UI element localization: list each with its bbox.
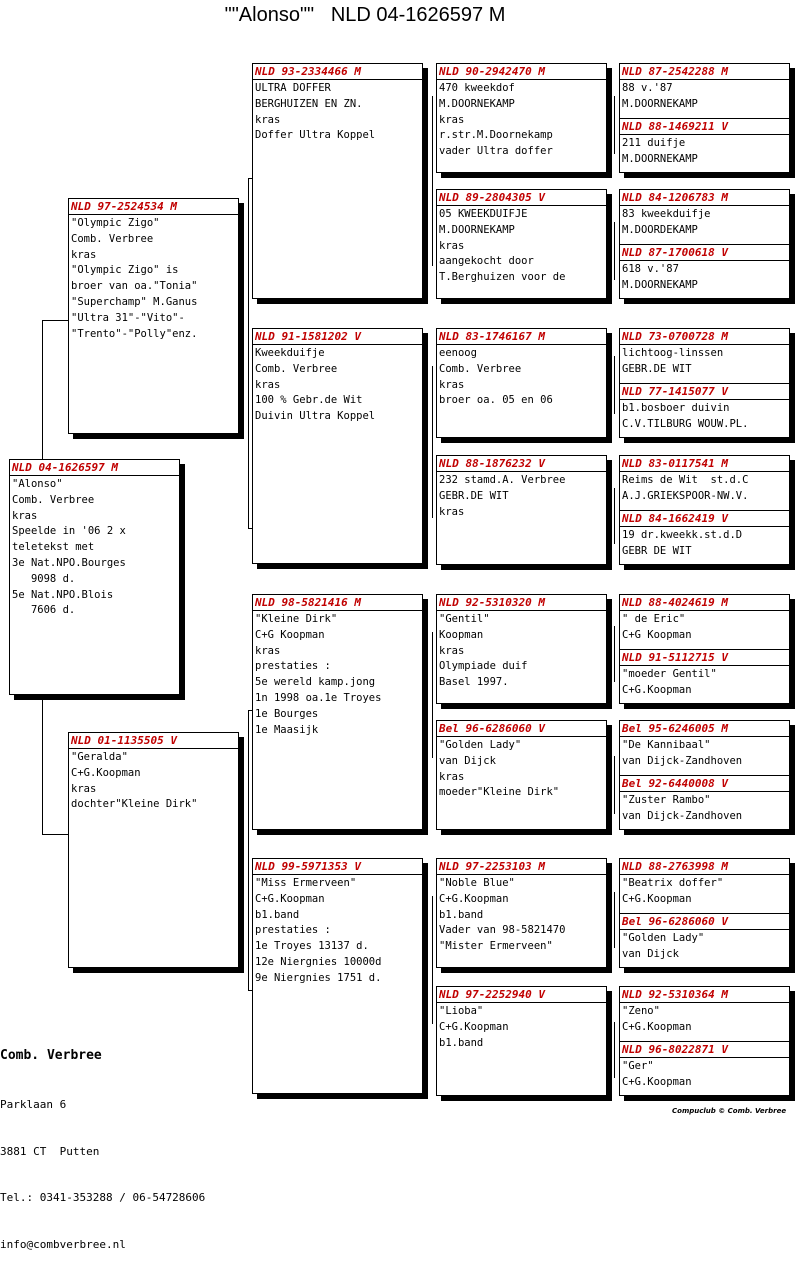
detail-line: 7606 d. (12, 604, 76, 617)
pedigree-card-g3-pair (619, 720, 790, 830)
page-title: ""Alonso"" NLD 04-1626597 M (224, 4, 506, 26)
detail-line: C+G.Koopman (622, 892, 692, 905)
detail-line: ULTRA DOFFER (255, 82, 331, 94)
card-details (437, 611, 606, 691)
detail-line: "Geralda" (71, 751, 128, 763)
ring-number: NLD 97-2253103 M (437, 859, 606, 875)
detail-line: dochter"Kleine Dirk" (71, 798, 198, 811)
ring-number: Bel 92-6440008 V (620, 776, 789, 792)
pedigree-card-g3-pair (619, 63, 790, 173)
pedigree-card-g3-pair (619, 594, 790, 704)
detail-line: "Golden Lady" (622, 932, 705, 944)
ring-number: NLD 97-2524534 M (69, 199, 238, 215)
detail-line: "Ger" (622, 1060, 654, 1072)
pedigree-card-g3-pair (619, 328, 790, 438)
card-details (69, 215, 238, 342)
pedigree-card-g3[interactable] (619, 189, 790, 245)
ring-number: NLD 88-1469211 V (620, 119, 789, 135)
detail-line: Comb. Verbree (12, 493, 95, 506)
detail-line: teletekst met (12, 541, 95, 554)
connector-line (614, 756, 615, 814)
breeder-name: Comb. Verbree (0, 1048, 102, 1063)
detail-line: "Trento"-"Polly"enz. (71, 327, 198, 340)
detail-line: b1.band (255, 908, 300, 921)
card-details (620, 261, 789, 294)
ring-number: NLD 88-1876232 V (437, 456, 606, 472)
connector-line (614, 488, 615, 544)
detail-line: A.J.GRIEKSPOOR-NW.V. (622, 489, 749, 502)
pedigree-card-dam[interactable] (68, 732, 239, 968)
detail-line: Comb. Verbree (439, 362, 522, 375)
pedigree-card-g3-pair (619, 455, 790, 565)
pedigree-card-g3[interactable] (619, 775, 790, 830)
ring-number: NLD 04-1626597 M (10, 460, 179, 476)
ring-number: NLD 92-5310364 M (620, 987, 789, 1003)
pedigree-card-great-grandparent[interactable] (436, 858, 607, 968)
detail-line: BERGHUIZEN EN ZN. (255, 97, 363, 110)
card-details (620, 1003, 789, 1036)
detail-line: 12e Niergnies 10000d (255, 955, 382, 968)
card-details (620, 737, 789, 770)
pedigree-card-great-grandparent[interactable] (436, 986, 607, 1096)
card-details (620, 206, 789, 239)
card-details (620, 1058, 789, 1091)
connector-line (614, 892, 615, 948)
ring-number: NLD 77-1415077 V (620, 384, 789, 400)
ring-number: Bel 96-6286060 V (437, 721, 606, 737)
detail-line: broer van oa."Tonia" (71, 280, 198, 293)
detail-line: kras (71, 248, 97, 261)
pedigree-card-g3[interactable] (619, 244, 790, 299)
detail-line: "Beatrix doffer" (622, 877, 724, 889)
ring-number: NLD 91-5112715 V (620, 650, 789, 666)
ring-number: NLD 83-1746167 M (437, 329, 606, 345)
detail-line: 05 KWEEKDUIFJE (439, 208, 528, 220)
detail-line: kras (255, 113, 281, 126)
detail-line: 100 % Gebr.de Wit (255, 394, 363, 407)
card-details (620, 345, 789, 378)
card-details (69, 749, 238, 813)
detail-line: C+G.Koopman (622, 1075, 692, 1088)
detail-line: Speelde in '06 2 x (12, 525, 126, 538)
connector-line (248, 178, 249, 528)
ring-number: NLD 83-0117541 M (620, 456, 789, 472)
pedigree-card-great-grandparent[interactable] (436, 63, 607, 173)
detail-line: 232 stamd.A. Verbree (439, 474, 566, 486)
detail-line: "Superchamp" M.Ganus (71, 295, 198, 308)
detail-line: C+G Koopman (622, 628, 692, 641)
detail-line: M.DOORNEKAMP (622, 278, 698, 291)
detail-line: 211 duifje (622, 137, 686, 149)
detail-line: C+G.Koopman (439, 892, 509, 905)
detail-line: "Noble Blue" (439, 877, 515, 889)
card-details (437, 345, 606, 409)
pedigree-card-g3[interactable] (619, 455, 790, 511)
pedigree-card-great-grandparent[interactable] (436, 455, 607, 565)
detail-line: 1e Bourges (255, 707, 319, 720)
detail-line: T.Berghuizen voor de (439, 271, 566, 284)
detail-line: "Miss Ermerveen" (255, 877, 357, 889)
detail-line: "Ultra 31"-"Vito"- (71, 311, 185, 324)
pedigree-card-g3-pair (619, 189, 790, 299)
detail-line: "Zeno" (622, 1005, 660, 1017)
detail-line: "Olympic Zigo" (71, 217, 160, 229)
detail-line: kras (439, 378, 465, 391)
connector-line (432, 96, 433, 266)
card-details (437, 875, 606, 955)
detail-line: 19 dr.kweekk.st.d.D (622, 529, 743, 541)
ring-number: NLD 84-1206783 M (620, 190, 789, 206)
ring-number: NLD 88-4024619 M (620, 595, 789, 611)
card-details (437, 1003, 606, 1051)
connector-line (432, 896, 433, 1024)
detail-line: 83 kweekduifje (622, 208, 711, 220)
card-details (620, 666, 789, 699)
ring-number: NLD 88-2763998 M (620, 859, 789, 875)
detail-line: b1.band (439, 908, 484, 921)
detail-line: Kweekduifje (255, 347, 325, 359)
breeder-email[interactable]: info@combverbree.nl (0, 1237, 126, 1251)
detail-line: C+G.Koopman (622, 683, 692, 696)
pedigree-card-sire[interactable] (68, 198, 239, 434)
card-details (620, 527, 789, 560)
detail-line: Comb. Verbree (71, 232, 154, 245)
connector-line (614, 96, 615, 154)
pedigree-card-g3-pair (619, 986, 790, 1096)
detail-line: van Dijck (439, 754, 496, 767)
pedigree-card-great-grandparent[interactable] (436, 594, 607, 704)
ring-number: NLD 89-2804305 V (437, 190, 606, 206)
pedigree-card-g3[interactable] (619, 649, 790, 704)
detail-line: "Lioba" (439, 1005, 484, 1017)
connector-line (432, 632, 433, 758)
pedigree-card-great-grandparent[interactable] (436, 720, 607, 830)
card-details (620, 930, 789, 963)
pedigree-card-grandparent[interactable] (252, 328, 423, 564)
detail-line: 1e Troyes 13137 d. (255, 940, 369, 953)
detail-line: kras (255, 644, 281, 657)
detail-line: Duivin Ultra Koppel (255, 410, 376, 423)
ring-number: NLD 91-1581202 V (253, 329, 422, 345)
ring-number: NLD 96-8022871 V (620, 1042, 789, 1058)
pedigree-card-g3[interactable] (619, 720, 790, 776)
ring-number: NLD 98-5821416 M (253, 595, 422, 611)
detail-line: broer oa. 05 en 06 (439, 394, 553, 407)
card-details (437, 737, 606, 801)
pedigree-card-g3[interactable] (619, 1041, 790, 1096)
detail-line: kras (12, 509, 38, 522)
detail-line: "Alonso" (12, 478, 63, 490)
connector-line (614, 626, 615, 682)
pedigree-card-g3[interactable] (619, 383, 790, 438)
detail-line: 1n 1998 oa.1e Troyes (255, 691, 382, 704)
connector-line (614, 1022, 615, 1078)
ring-number: NLD 87-2542288 M (620, 64, 789, 80)
detail-line: kras (439, 239, 465, 252)
ring-number: NLD 87-1700618 V (620, 245, 789, 261)
card-details (253, 875, 422, 987)
connector-line (614, 222, 615, 280)
detail-line: vader Ultra doffer (439, 145, 553, 158)
detail-line: GEBR.DE WIT (439, 489, 509, 502)
pedigree-card-g3[interactable] (619, 328, 790, 384)
breeder-city: 3881 CT Putten (0, 1144, 100, 1158)
detail-line: "Mister Ermerveen" (439, 940, 553, 953)
connector-line (614, 356, 615, 414)
detail-line: M.DOORNEKAMP (622, 97, 698, 110)
connector-line (248, 710, 249, 990)
card-details (253, 345, 422, 425)
detail-line: kras (255, 378, 281, 391)
connector-line (42, 834, 69, 835)
detail-line: "Gentil" (439, 613, 490, 625)
detail-line: C+G.Koopman (255, 892, 325, 905)
detail-line: C+G.Koopman (439, 1020, 509, 1033)
detail-line: Vader van 98-5821470 (439, 924, 566, 937)
detail-line: eenoog (439, 347, 477, 359)
detail-line: Comb. Verbree (255, 362, 338, 375)
card-details (253, 80, 422, 144)
detail-line: C+G.Koopman (622, 1020, 692, 1033)
detail-line: prestaties : (255, 924, 331, 937)
card-details (10, 476, 179, 619)
ring-number: NLD 90-2942470 M (437, 64, 606, 80)
detail-line: 88 v.'87 (622, 82, 673, 94)
pedigree-card-g3[interactable] (619, 913, 790, 968)
pedigree-card-g3[interactable] (619, 118, 790, 173)
ring-number: NLD 01-1135505 V (69, 733, 238, 749)
detail-line: 3e Nat.NPO.Bourges (12, 556, 126, 569)
detail-line: 1e Maasijk (255, 723, 319, 736)
detail-line: 9098 d. (12, 572, 76, 585)
breeder-contact (0, 1015, 205, 1268)
detail-line: 9e Niergnies 1751 d. (255, 971, 382, 984)
detail-line: lichtoog-linssen (622, 347, 724, 359)
ring-number: Bel 96-6286060 V (620, 914, 789, 930)
connector-line (42, 320, 69, 321)
card-details (253, 611, 422, 738)
detail-line: C.V.TILBURG WOUW.PL. (622, 417, 749, 430)
detail-line: kras (71, 782, 97, 795)
card-details (437, 80, 606, 160)
card-details (620, 875, 789, 908)
detail-line: "De Kannibaal" (622, 739, 711, 751)
detail-line: kras (439, 113, 465, 126)
detail-line: 5e wereld kamp.jong (255, 676, 376, 689)
detail-line: GEBR.DE WIT (622, 362, 692, 375)
ring-number: NLD 97-2252940 V (437, 987, 606, 1003)
detail-line: "Golden Lady" (439, 739, 522, 751)
detail-line: kras (439, 770, 465, 783)
ring-number: NLD 84-1662419 V (620, 511, 789, 527)
detail-line: M.DOORNEKAMP (439, 97, 515, 110)
pedigree-card-grandparent[interactable] (252, 858, 423, 1094)
ring-number: Bel 95-6246005 M (620, 721, 789, 737)
detail-line: C+G Koopman (255, 628, 325, 641)
ring-number: NLD 99-5971353 V (253, 859, 422, 875)
card-details (437, 472, 606, 520)
pedigree-card-grandparent[interactable] (252, 63, 423, 299)
detail-line: prestaties : (255, 660, 331, 673)
pedigree-card-g3[interactable] (619, 63, 790, 119)
card-details (620, 400, 789, 433)
ring-number: NLD 93-2334466 M (253, 64, 422, 80)
detail-line: M.DOORNEKAMP (439, 223, 515, 236)
detail-line: " de Eric" (622, 613, 686, 625)
pedigree-card-g3[interactable] (619, 986, 790, 1042)
detail-line: b1.band (439, 1036, 484, 1049)
detail-line: Olympiade duif (439, 660, 528, 673)
detail-line: "moeder Gentil" (622, 668, 717, 680)
pedigree-card-great-grandparent[interactable] (436, 189, 607, 299)
ring-number: NLD 92-5310320 M (437, 595, 606, 611)
card-details (620, 472, 789, 505)
detail-line: C+G.Koopman (71, 766, 141, 779)
connector-line (42, 697, 43, 834)
detail-line: aangekocht door (439, 255, 534, 268)
pedigree-card-g3[interactable] (619, 510, 790, 565)
pedigree-card-g3[interactable] (619, 858, 790, 914)
connector-line (42, 320, 43, 460)
card-details (620, 80, 789, 113)
pedigree-card-g3[interactable] (619, 594, 790, 650)
detail-line: van Dijck-Zandhoven (622, 809, 743, 822)
detail-line: moeder"Kleine Dirk" (439, 786, 560, 799)
detail-line: kras (439, 505, 465, 518)
card-details (620, 792, 789, 825)
detail-line: 470 kweekdof (439, 82, 515, 94)
pedigree-card-great-grandparent[interactable] (436, 328, 607, 438)
detail-line: Doffer Ultra Koppel (255, 129, 376, 142)
credit-text: Compuclub © Comb. Verbree (672, 1107, 787, 1115)
pedigree-card-grandparent[interactable] (252, 594, 423, 830)
detail-line: b1.bosboer duivin (622, 402, 730, 414)
detail-line: van Dijck (622, 947, 679, 960)
detail-line: kras (439, 644, 465, 657)
detail-line: "Olympic Zigo" is (71, 264, 179, 277)
card-details (620, 135, 789, 168)
detail-line: Basel 1997. (439, 676, 509, 689)
detail-line: r.str.M.Doornekamp (439, 129, 553, 142)
detail-line: Koopman (439, 628, 484, 641)
pedigree-card-g3-pair (619, 858, 790, 968)
detail-line: "Kleine Dirk" (255, 613, 338, 625)
card-details (620, 611, 789, 644)
card-details (437, 206, 606, 286)
breeder-address: Parklaan 6 (0, 1098, 67, 1111)
detail-line: GEBR DE WIT (622, 544, 692, 557)
breeder-phone: Tel.: 0341-353288 / 06-54728606 (0, 1191, 206, 1204)
detail-line: M.DOORNEKAMP (622, 152, 698, 165)
detail-line: M.DOORDEKAMP (622, 223, 698, 236)
detail-line: van Dijck-Zandhoven (622, 754, 743, 767)
detail-line: Reims de Wit st.d.C (622, 474, 749, 486)
pedigree-card-subject[interactable] (9, 459, 180, 695)
detail-line: 5e Nat.NPO.Blois (12, 588, 114, 601)
detail-line: 618 v.'87 (622, 263, 679, 275)
detail-line: "Zuster Rambo" (622, 794, 711, 806)
ring-number: NLD 73-0700728 M (620, 329, 789, 345)
connector-line (432, 366, 433, 518)
